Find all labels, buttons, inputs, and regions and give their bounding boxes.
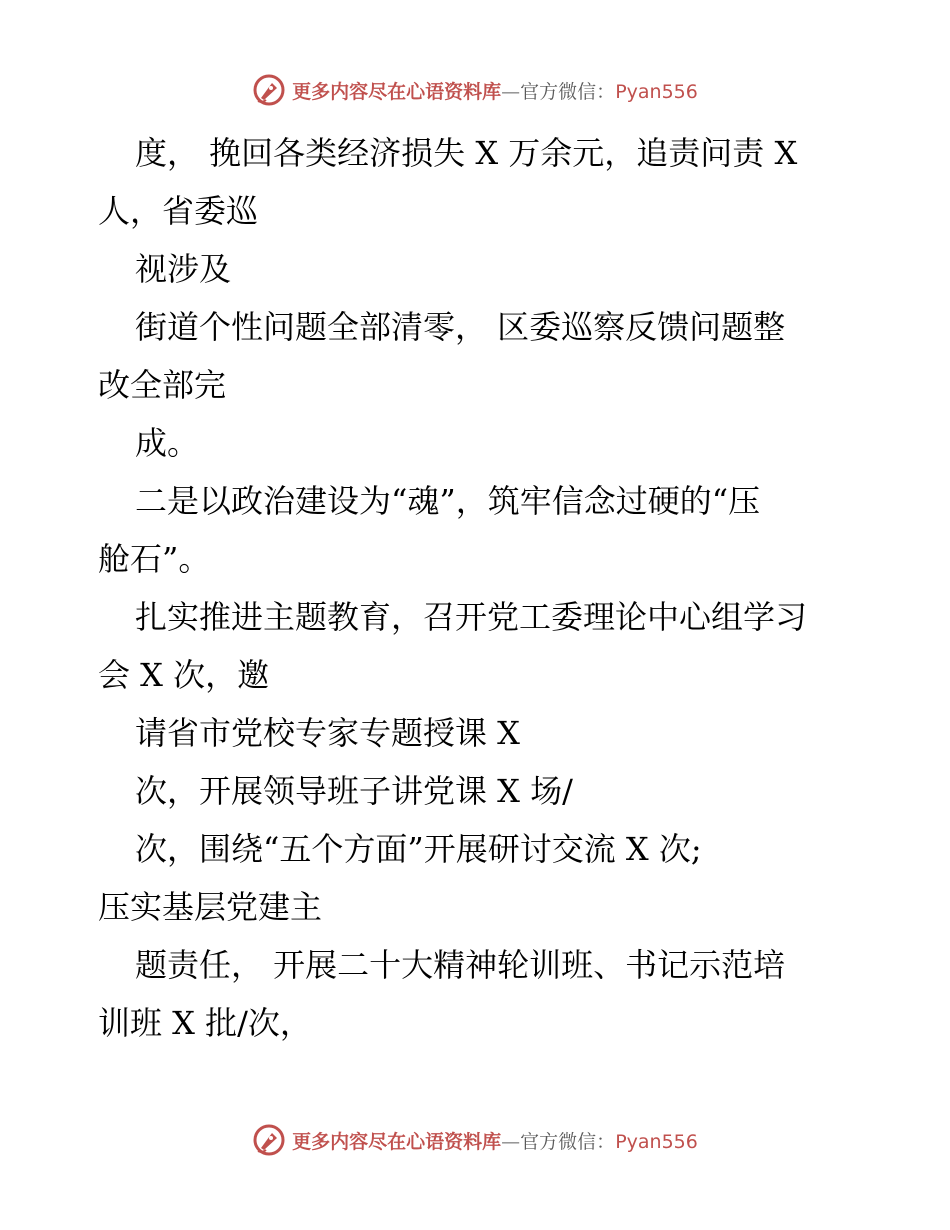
header-text-wechat: Pyan556: [615, 80, 698, 103]
header-text-official: 官方微信：: [520, 80, 616, 103]
body-line: 会 X 次，邀: [98, 656, 270, 694]
footer-text: [292, 1127, 698, 1154]
body-line: 街道个性问题全部清零， 区委巡察反馈问题整: [135, 308, 786, 346]
body-line: 度， 挽回各类经济损失 X 万余元，追责问责 X: [135, 134, 798, 172]
body-line: 舱石”。: [98, 540, 211, 578]
body-line: 题责任， 开展二十大精神轮训班、书记示范培: [135, 946, 786, 984]
footer-text-main: 更多内容尽在心语资料库: [292, 1130, 502, 1153]
header-text-main: 更多内容尽在心语资料库: [292, 80, 502, 103]
body-line: 请省市党校专家专题授课 X: [135, 714, 520, 752]
body-line: 改全部完: [98, 366, 227, 404]
footer-text-official: 官方微信：: [520, 1130, 616, 1153]
document-body: [98, 124, 858, 1052]
body-line: 二是以政治建设为“魂”，筑牢信念过硬的“压: [135, 482, 761, 520]
header-banner-content: [252, 73, 698, 107]
body-line: 次，围绕“五个方面”开展研讨交流 X 次;: [135, 830, 702, 868]
footer-text-wechat: Pyan556: [615, 1130, 698, 1153]
body-line: 训班 X 批/次，: [98, 1004, 312, 1042]
footer-text-dash: —: [501, 1130, 521, 1153]
header-banner: [0, 70, 950, 110]
footer-banner: [0, 1120, 950, 1160]
header-text-dash: —: [501, 80, 521, 103]
body-line: 扎实推进主题教育，召开党工委理论中心组学习: [135, 598, 808, 636]
body-line: 人，省委巡: [98, 192, 259, 230]
pen-nib-logo-icon: [252, 1123, 286, 1157]
body-line: 压实基层党建主: [98, 888, 323, 926]
pen-nib-logo-icon: [252, 73, 286, 107]
body-line: 次，开展领导班子讲党课 X 场/: [135, 772, 573, 810]
body-line: 视涉及: [135, 250, 232, 288]
footer-banner-content: [252, 1123, 698, 1157]
body-line: 成。: [135, 424, 200, 462]
header-text: [292, 77, 698, 104]
